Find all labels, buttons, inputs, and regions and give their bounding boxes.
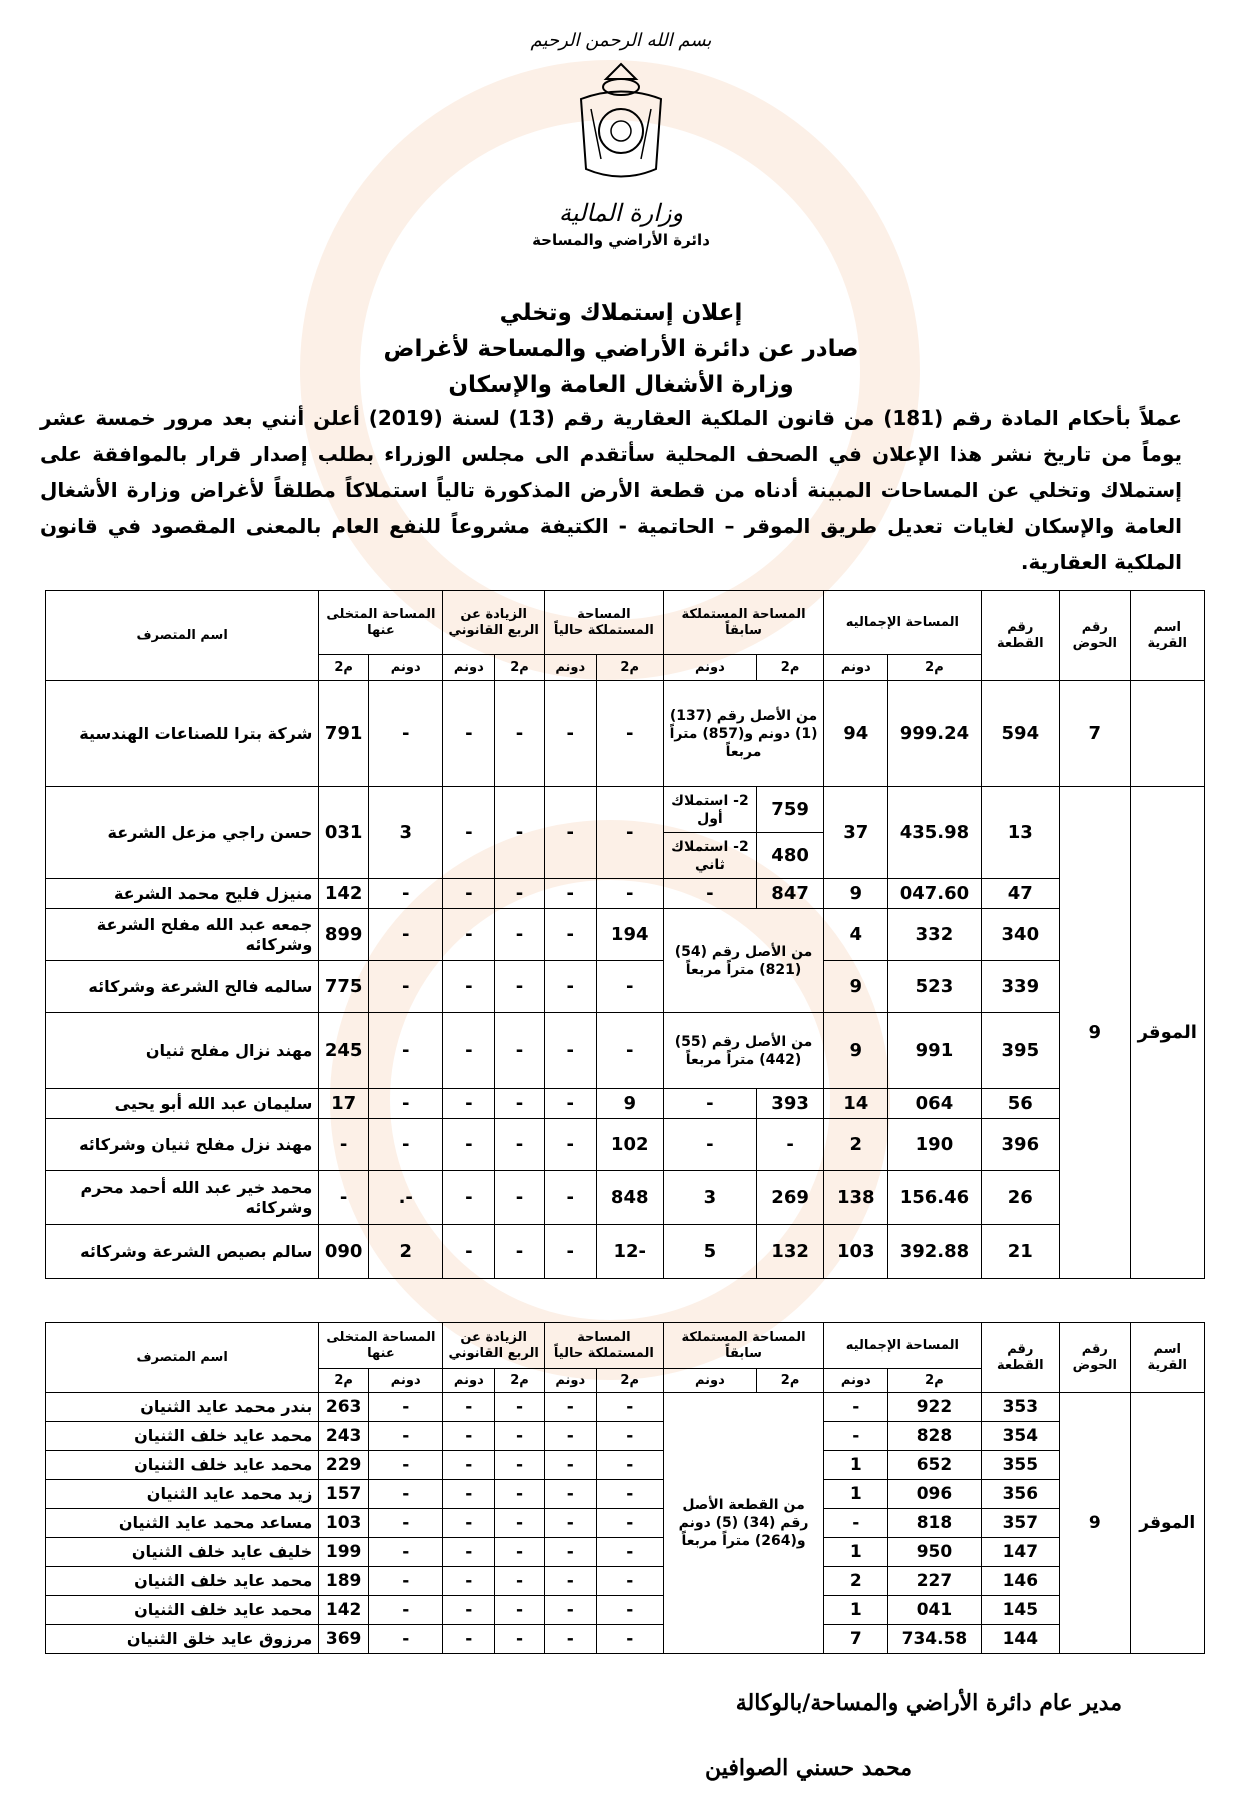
table-row: 146 227 2 - - - - - 189 محمد عايد خلف الثنيان bbox=[46, 1567, 1205, 1596]
table-row: 21 392.88 103 132 5 -12 - - - 2 090 سالم بصيص الشرعة وشركائه bbox=[46, 1225, 1205, 1279]
col-prev: المساحة المستملكة سابقاً bbox=[663, 591, 823, 655]
coat-of-arms-icon bbox=[566, 59, 676, 189]
table-row: 395 991 9 من الأصل رقم (55) (442) متراً مربعاً - - - - - 245 مهند نزال مفلح ثنيان bbox=[46, 1013, 1205, 1089]
table-row: 356 096 1 - - - - - 157 زيد محمد عايد الثنيان bbox=[46, 1480, 1205, 1509]
announcement-body: عملاً بأحكام المادة رقم (181) من قانون الملكية العقارية رقم (13) لسنة (2019) أعلن أنني بعد مرور خمسة عشر يوماً من تاريخ نشر هذا الإعلان في الصحف المحلية سأتقدم الى مجلس الوزراء بطلب إصدار قرار بالموافقة على إستملاك وتخلي عن المساحات المبينة أدناه من قطعة الأرض المذكورة تالياً استملاكاً مطلقاً لأغراض وزارة الأشغال العامة والإسكان لغايات تعديل طريق الموقر – الحاتمية - الكتيفة مشروعاً للنفع العام بالمعنى المقصود في قانون الملكية العقارية. bbox=[40, 406, 1182, 574]
table-row: 340 332 4 من الأصل رقم (54) (821) متراً مربعاً 194 - - - - 899 جمعه عبد الله مفلح الشرعة وشركائه bbox=[46, 909, 1205, 961]
ministry-name: وزارة المالية bbox=[558, 199, 684, 227]
title-line: صادر عن دائرة الأراضي والمساحة لأغراض bbox=[383, 336, 859, 362]
col-waived: المساحة المتخلى عنها bbox=[319, 591, 443, 655]
table-row: 339 523 9 - - - - - 775 سالمه فالح الشرعة وشركائه bbox=[46, 961, 1205, 1013]
signatory-name: محمد حسني الصوافين bbox=[704, 1755, 912, 1781]
table-row: الموقر 9 13 435.98 37 759 2- استملاك أول - - - - 3 031 حسن راجي مزعل الشرعة bbox=[46, 787, 1205, 833]
col-basin: رقم الحوض bbox=[1060, 591, 1130, 681]
table-row: 145 041 1 - - - - - 142 محمد عايد خلف الثنيان bbox=[46, 1596, 1205, 1625]
table-row: 47 047.60 9 847 - - - - - - 142 منيزل فليح محمد الشرعة bbox=[46, 879, 1205, 909]
signatory-title: مدير عام دائرة الأراضي والمساحة/بالوكالة bbox=[735, 1690, 1122, 1716]
table-row: 56 064 14 393 - 9 - - - - 17 سليمان عبد الله أبو يحيى bbox=[46, 1089, 1205, 1119]
col-total: المساحة الإجماليه bbox=[824, 591, 981, 655]
title-line: وزارة الأشغال العامة والإسكان bbox=[448, 372, 794, 398]
col-owner: اسم المتصرف bbox=[46, 591, 319, 681]
village-cell: الموقر bbox=[1130, 787, 1205, 1279]
table-row: 7 594 999.24 94 من الأصل رقم (137) (1) دونم و(857) متراً مربعاً - - - - - 791 شركة بترا للصناعات الهندسية bbox=[46, 681, 1205, 787]
col-increase: الزيادة عن الربع القانوني bbox=[443, 591, 544, 655]
col-village: اسم القرية bbox=[1130, 591, 1205, 681]
table-row: 355 652 1 - - - - - 229 محمد عايد خلف الثنيان bbox=[46, 1451, 1205, 1480]
col-parcel: رقم القطعة bbox=[981, 591, 1060, 681]
table-row: 396 190 2 - - 102 - - - - - مهند نزل مفلح ثنيان وشركائه bbox=[46, 1119, 1205, 1171]
title-line: إعلان إستملاك وتخلي bbox=[499, 300, 743, 326]
table-row: 26 156.46 138 269 3 848 - - - -. - محمد خير عبد الله أحمد محرم وشركائه bbox=[46, 1171, 1205, 1225]
department-name: دائرة الأراضي والمساحة bbox=[532, 231, 710, 249]
table-row: 357 818 - - - - - - 103 مساعد محمد عايد الثنيان bbox=[46, 1509, 1205, 1538]
table-row: الموقر 9 353 922 - من القطعة الأصل رقم (34) (5) دونم و(264) متراً مربعاً - - - - - 263 بندر محمد عايد الثنيان bbox=[46, 1393, 1205, 1422]
parcels-table-2: اسم القرية رقم الحوض رقم القطعة المساحة الإجماليه المساحة المستملكة سابقاً المساحة المستملكة حالياً الزيادة عن الربع القانوني المساحة المتخلى عنها اسم المتصرف م2 دونم م2 دونم م2 دونم م2 دونم دونم م2 الموقر 9 353 922 - من القطعة الأصل رقم (34) (5) دونم و(264) متراً مربعاً - - - - - 263 بندر محمد عايد الثنيان 354 828 - - - - - - 243 محمد عايد خلف الثنيان 355 652 1 - - - - - 229 محمد عايد خلف الثنيان 356 096 1 - - - - - 157 زيد محمد عايد الثنيان 357 818 - - - - - - 103 مساعد محمد عايد الثنيان 147 950 1 - - - - - 199 خليف عايد خلف الثنيان 146 227 2 - - - - - 189 محمد عايد خلف الثنيان 145 041 1 - - - - - 142 محمد عايد خلف الثنيان 144 734.58 7 - - - - - 369 مرزوق عايد خلق الثنيان bbox=[45, 1322, 1205, 1654]
basmala: بسم الله الرحمن الرحيم bbox=[530, 30, 712, 51]
table-row: 144 734.58 7 - - - - - 369 مرزوق عايد خلق الثنيان bbox=[46, 1625, 1205, 1654]
table-row: 147 950 1 - - - - - 199 خليف عايد خلف الثنيان bbox=[46, 1538, 1205, 1567]
col-current: المساحة المستملكة حالياً bbox=[544, 591, 663, 655]
announcement-titles bbox=[0, 295, 1242, 403]
basin-cell: 9 bbox=[1060, 787, 1130, 1279]
letterhead bbox=[0, 30, 1242, 249]
table-row: 354 828 - - - - - - 243 محمد عايد خلف الثنيان bbox=[46, 1422, 1205, 1451]
parcels-table-1: اسم القرية رقم الحوض رقم القطعة المساحة الإجماليه المساحة المستملكة سابقاً المساحة المستملكة حالياً الزيادة عن الربع القانوني المساحة المتخلى عنها اسم المتصرف م2 دونم م2 دونم م2 دونم م2 دونم دونم م2 7 594 999.24 94 من الأصل رقم (137) (1) دونم و(857) متراً مربعاً - - - - - 791 شركة بترا للصناعات الهندسية الموقر 9 13 435.98 37 759 2- استملاك أول - - - - 3 031 حسن راجي مزعل الشرعة 480 2- استملاك ثاني 47 047.60 9 847 - - - - - - 142 منيزل فليح محمد الشرعة 340 332 4 من الأصل رقم (54) (821) متراً مربعاً 194 - - - - 899 جمعه عبد الله مفلح الشرعة وشركائه 339 523 9 - - - - - 775 سالمه فالح الشرعة وشركائه 395 991 9 من الأصل رقم (55) (442) متراً مربعاً - - - - - 245 مهند نزال مفلح ثنيان 56 064 14 393 - 9 - - - - 17 سليمان عبد الله أبو يحيى 396 190 2 - - 102 - - - - - مهند نزل مفلح ثنيان وشركائه 26 156.46 138 269 3 848 - - - -. - محمد خير عبد الله أحمد محرم وشركائه 21 392.88 103 132 5 -12 - - - 2 090 سالم بصيص الشرعة وشركائه bbox=[45, 590, 1205, 1279]
